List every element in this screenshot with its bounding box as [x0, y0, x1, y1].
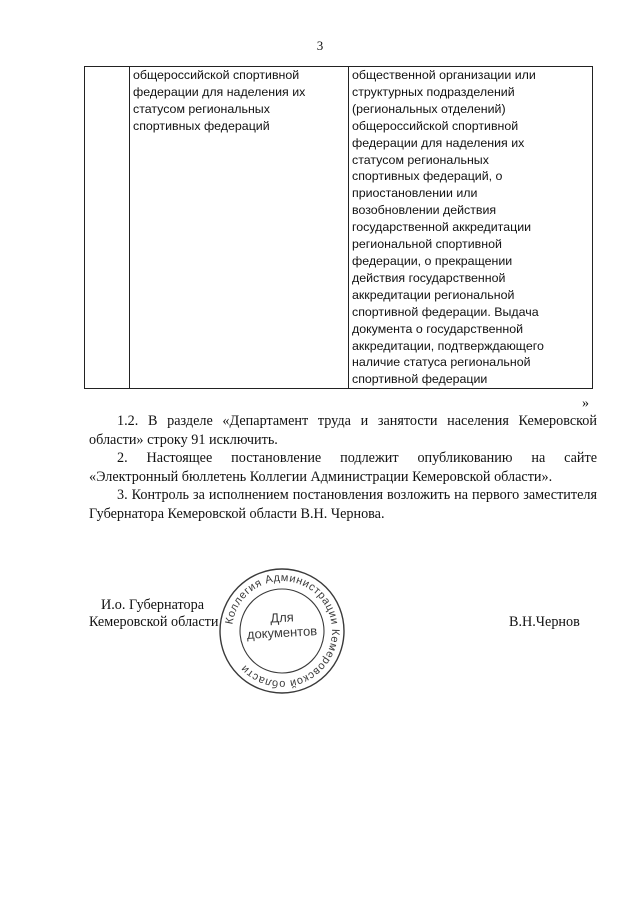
- closing-quote: »: [582, 396, 589, 411]
- cell-service-name: общероссийской спортивной федерации для наделения их статусом региональных спортивных федераций: [130, 67, 349, 389]
- paragraph-2: 2. Настоящее постановление подлежит опубликованию на сайте «Электронный бюллетень Коллегии Администрации Кемеровской области».: [89, 450, 597, 485]
- signatory-name: В.Н.Чернов: [509, 614, 580, 630]
- table-row: [85, 67, 593, 389]
- svg-text:Коллегия Администрации Кемеров: Коллегия Администрации Кемеровской области: [223, 571, 342, 691]
- stamp-center-line-1: Для: [269, 609, 295, 626]
- official-stamp: [218, 567, 346, 695]
- body-text: [89, 412, 597, 524]
- paragraph-3: 3. Контроль за исполнением постановления возложить на первого заместителя Губернатора Кемеровской области В.Н. Чернова.: [89, 487, 597, 522]
- continuation-table: [84, 66, 593, 389]
- paragraph-1-2: 1.2. В разделе «Департамент труда и занятости населения Кемеровской области» строку 91 исключить.: [89, 413, 597, 448]
- page-number: 3: [316, 38, 324, 53]
- cell-service-description: общественной организации или структурных подразделений (региональных отделений) общероссийской спортивной федерации для наделения их статусом региональных спортивных федераций, о приостановлении или возобновлении действия государственной аккредитации региональной спортивной федерации, о прекращении действия государственной аккредитации региональной спортивной федерации. Выдача документа о государственной аккредитации, подтверждающего наличие статуса региональной спортивной федерации: [349, 67, 593, 389]
- signatory-region: Кемеровской области: [89, 614, 219, 630]
- signatory-title: И.о. Губернатора: [101, 597, 204, 613]
- cell-number: [85, 67, 130, 389]
- stamp-center-line-2: документов: [246, 623, 318, 642]
